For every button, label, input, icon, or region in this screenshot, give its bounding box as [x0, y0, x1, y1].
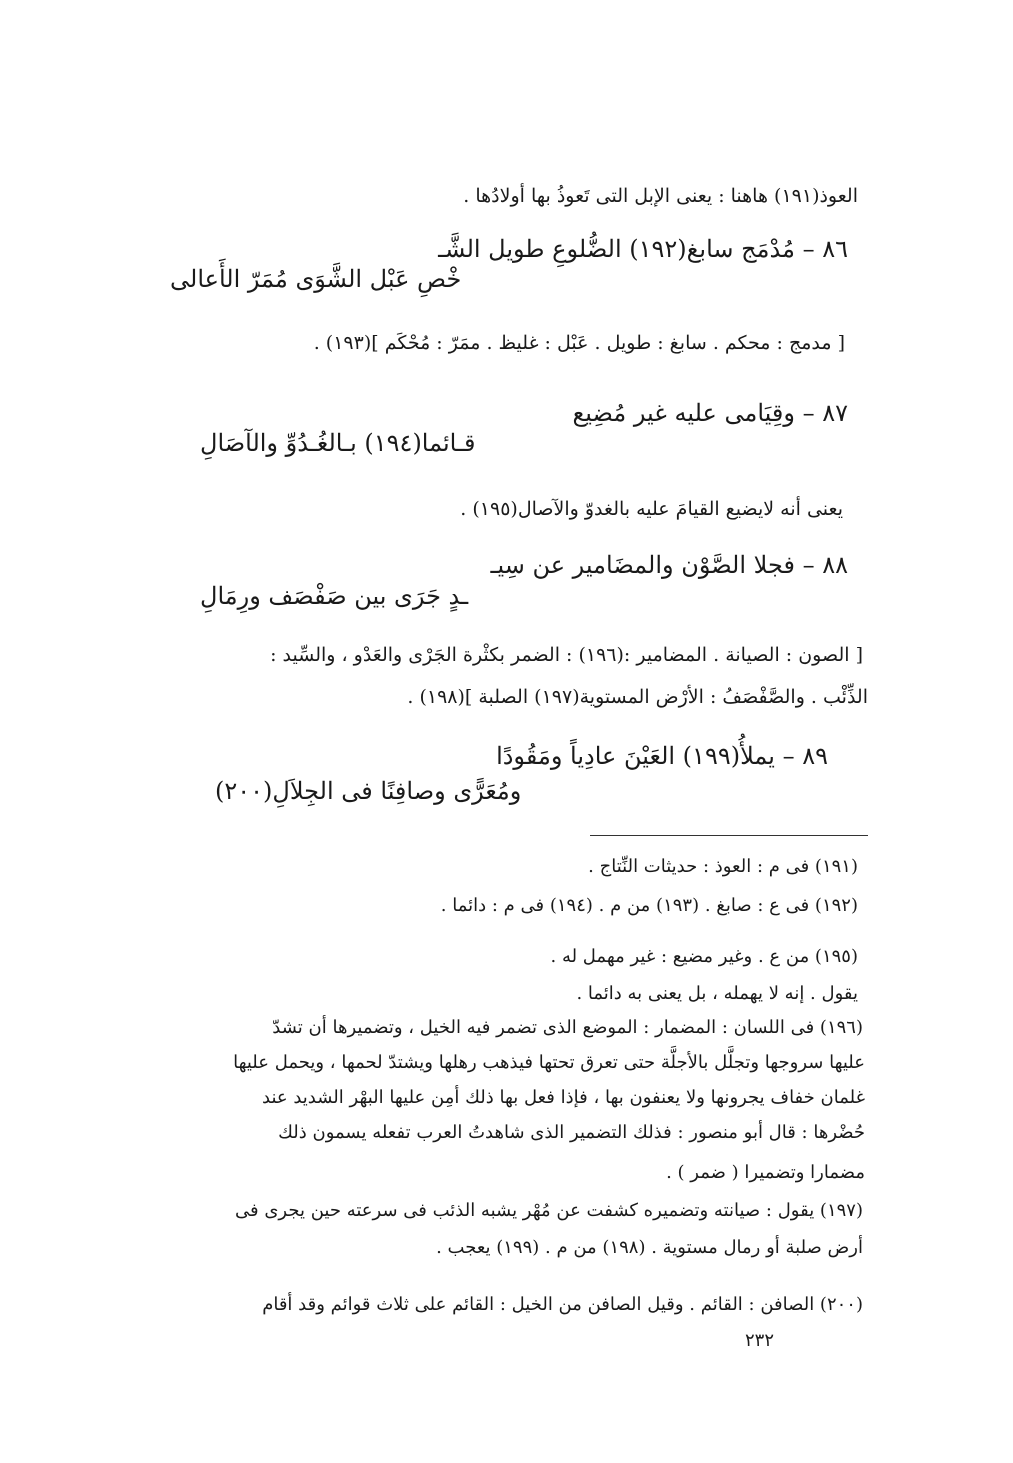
gloss-verse-88-line-2: الذِّئْب . والصَّفْصَفُ : الأرْض المستوية(١٩٧) الصلبة ](١٩٨) . — [407, 686, 868, 708]
verse-86-hemistich-2: خْصِ عَبْل الشَّوَى مُمَرّ الأَعالى — [170, 265, 462, 293]
verse-88-hemistich-1: ٨٨ – فجلا الصَّوْن والمضَامير عن سِيـ — [490, 551, 848, 579]
footnote-196-line-5: مضمارا وتضميرا ( ضمر ) . — [666, 1162, 865, 1183]
footnote-192-193-194: (١٩٢) فى ع : صابغ . (١٩٣) من م . (١٩٤) فى م : دائما . — [440, 895, 858, 916]
footnote-195: (١٩٥) من ع . وغير مضيع : غير مهمل له . — [550, 946, 858, 967]
footnote-191: (١٩١) فى م : العوذ : حديثات النِّتاج . — [588, 856, 858, 877]
gloss-verse-88-line-1: [ الصون : الصيانة . المضامير :(١٩٦) : الضمر بكثْرة الجَرْى والعَدْو ، والسِّيد : — [270, 644, 863, 666]
footnote-195-cont: يقول . إنه لا يهمله ، بل يعنى به دائما . — [576, 983, 858, 1004]
footnote-separator — [590, 835, 868, 836]
footnote-196-line-4: حُضْرها : قال أبو منصور : فذلك التضمير الذى شاهدتُ العرب تفعله يسمون ذلك — [278, 1122, 865, 1143]
verse-87-hemistich-2: قـائما(١٩٤) بـالغُـدُوِّ والآصَالِ — [200, 429, 476, 457]
verse-86-hemistich-1: ٨٦ – مُدْمَج سابغ(١٩٢) الضُّلوعِ طويل الشَّـ — [438, 235, 848, 263]
footnote-197-line-1: (١٩٧) يقول : صيانته وتضميره كشفت عن مُهْر يشبه الذئب فى سرعته حين يجرى فى — [235, 1200, 863, 1221]
gloss-verse-86: [ مدمج : محكم . سابغ : طويل . عَبْل : غليظ . ممَرّ : مُحْكَم ](١٩٣) . — [313, 332, 845, 354]
verse-88-hemistich-2: ـدٍ جَرَى بين صَفْصَف ورِمَالِ — [200, 582, 469, 610]
footnote-196-line-2: عليها سروجها وتجلَّل بالأجلَّة حتى تعرق تحتها فيذهب رهلها ويشتدّ لحمها ، ويحمل عليها — [233, 1052, 865, 1073]
verse-89-hemistich-1: ٨٩ – يملأُ(١٩٩) العَيْنَ عادِياً ومَقُودًا — [496, 742, 828, 770]
verse-87-hemistich-1: ٨٧ – وقِيَامى عليه غير مُضِيع — [572, 399, 848, 427]
footnote-196-line-3: غلمان خفاف يجرونها ولا يعنفون بها ، فإذا فعل بها ذلك أمِن عليها البهْر الشديد عند — [262, 1087, 865, 1108]
gloss-line-awdh: العوذ(١٩١) هاهنا : يعنى الإبل التى تَعوذُ بها أولادُها . — [463, 185, 858, 207]
gloss-verse-87: يعنى أنه لايضيع القيامَ عليه بالغدوّ والآصال(١٩٥) . — [460, 498, 843, 520]
footnote-196-line-1: (١٩٦) فى اللسان : المضمار : الموضع الذى تضمر فيه الخيل ، وتضميرها أن تشدّ — [272, 1017, 863, 1038]
verse-89-hemistich-2: ومُعَرًّى وصافِنًا فى الجِلاَلِ(٢٠٠) — [215, 777, 522, 805]
footnote-197-198-199: أرض صلبة أو رمال مستوية . (١٩٨) من م . (١٩٩) يعجب . — [436, 1237, 863, 1258]
footnote-200: (٢٠٠) الصافن : القائم . وقيل الصافن من الخيل : القائم على ثلاث قوائم وقد أقام — [262, 1294, 863, 1315]
page-number: ٢٣٢ — [745, 1330, 775, 1351]
